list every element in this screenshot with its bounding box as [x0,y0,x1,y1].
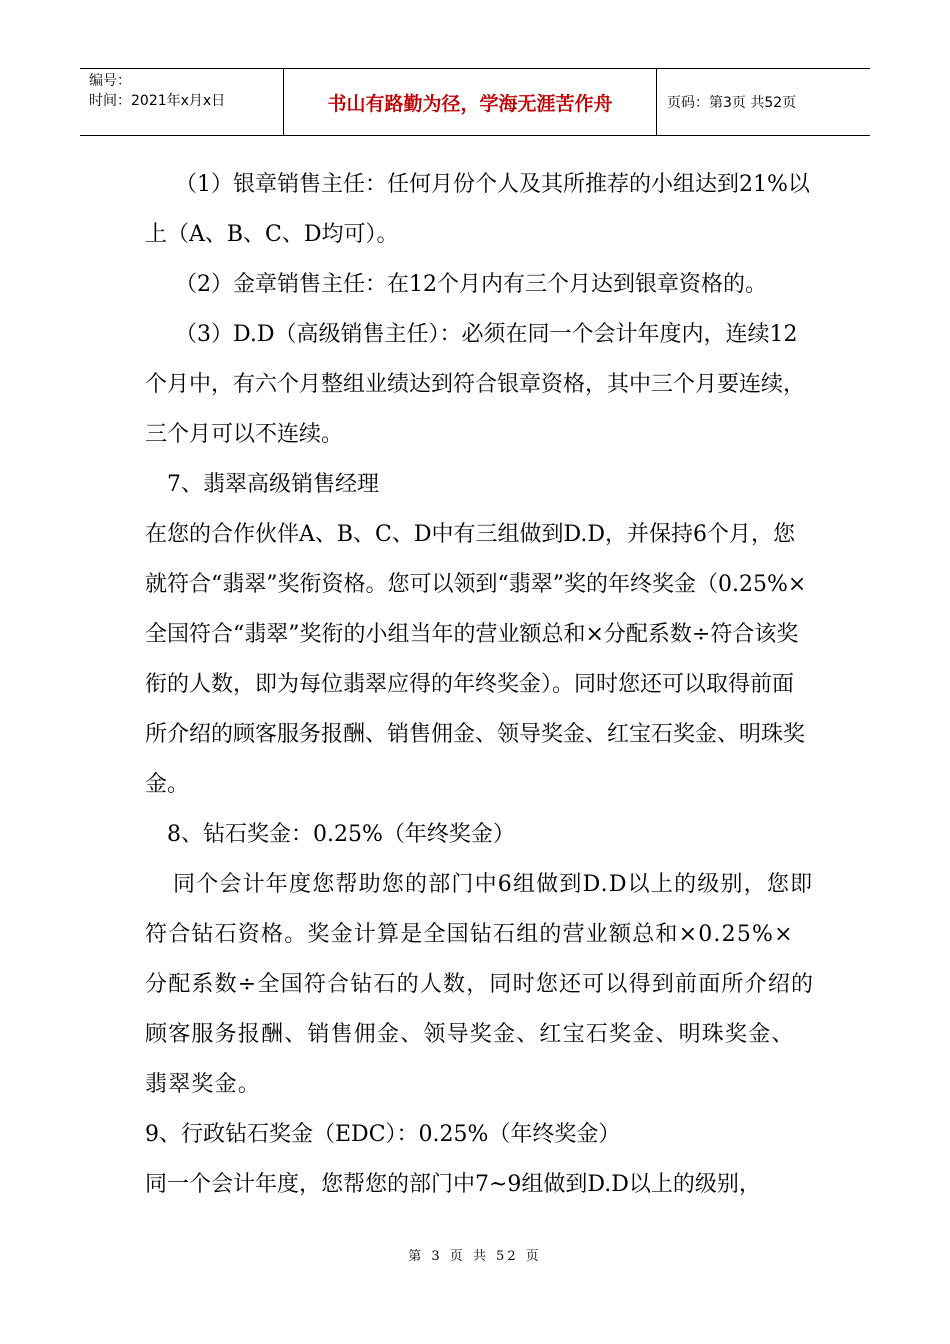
paragraph-executive-diamond: 同一个会计年度，您帮您的部门中7~9组做到D.D以上的级别， [145,1172,761,1197]
heading-diamond: 8、钻石奖金：0.25%（年终奖金） [167,822,515,847]
heading-emerald: 7、翡翠高级销售经理 [167,472,379,497]
header-left-cell [80,69,283,135]
paragraph-emerald: 在您的合作伙伴A、B、C、D中有三组做到D.D，并保持6个月，您就符合“翡翠”奖衔资格。您可以领到“翡翠”奖的年终奖金（0.25%×全国符合“翡翠”奖衔的小组当年的营业额总和×分配系数÷符合该奖衔的人数，即为每位翡翠应得的年终奖金）。同时您还可以取得前面所介绍的顾客服务报酬、销售佣金、领导奖金、红宝石奖金、明珠奖金。 [145,522,807,797]
paragraph-gold-badge: （2）金章销售主任：在12个月内有三个月达到银章资格的。 [175,272,767,297]
header-motto: 书山有路勤为径，学海无涯苦作舟 [283,69,657,135]
time-label: 时间：2021年x月x日 [89,93,226,109]
serial-label: 编号： [89,73,131,89]
header-page-label: 页码：第3页 共52页 [667,95,797,111]
document-body [145,160,815,1210]
paragraph-diamond: 同个会计年度您帮助您的部门中6组做到D.D以上的级别，您即符合钻石资格。奖金计算是全国钻石组的营业额总和×0.25%×分配系数÷全国符合钻石的人数，同时您还可以得到前面所介绍的顾客服务报酬、销售佣金、领导奖金、红宝石奖金、明珠奖金、翡翠奖金。 [145,872,815,1097]
page-footer: 第 3 页 共 52 页 [408,1249,542,1264]
page-header [80,68,870,136]
heading-executive-diamond: 9、行政钻石奖金（EDC）：0.25%（年终奖金） [145,1122,621,1147]
paragraph-silver-badge: （1）银章销售主任：任何月份个人及其所推荐的小组达到21%以上（A、B、C、D均可）。 [145,172,810,247]
paragraph-dd: （3）D.D（高级销售主任）：必须在同一个会计年度内，连续12个月中，有六个月整组业绩达到符合银章资格，其中三个月要连续，三个月可以不连续。 [145,322,806,447]
